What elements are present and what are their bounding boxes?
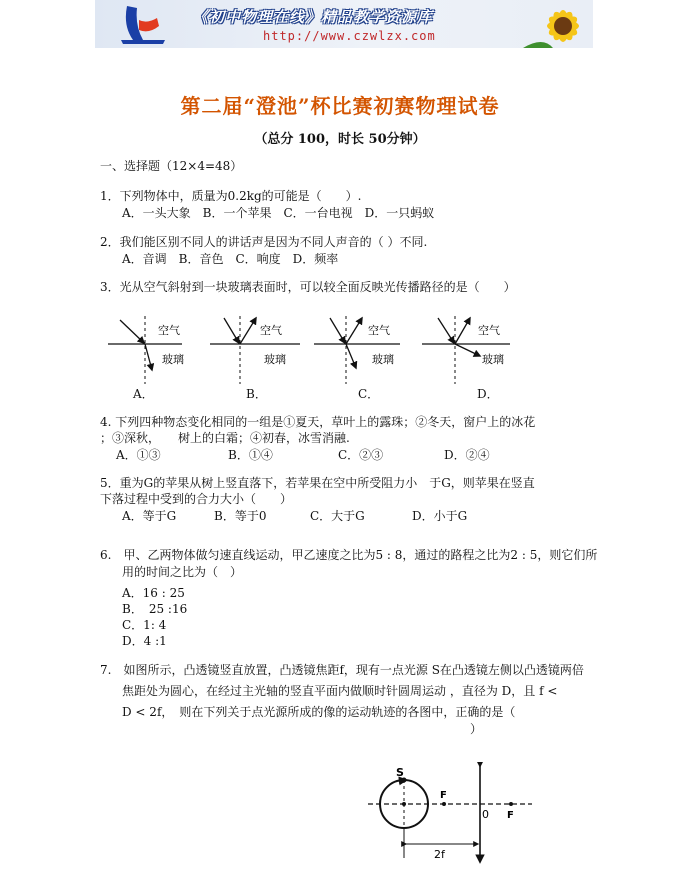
q3-label-a: A． (133, 387, 154, 401)
banner-url: http://www.czwlzx.com (263, 29, 436, 43)
banner-title: 《初中物理在线》精品教学资源库 (193, 8, 434, 26)
q7-lens-figure (364, 762, 544, 872)
q3-label-d: D． (477, 387, 499, 401)
q4-option-d: D．②④ (444, 448, 490, 462)
q3-air-c: 空气 (368, 324, 390, 337)
q6-line2: 用的时间之比为（ ） (122, 565, 243, 579)
q6-line1: 6. 甲、乙两物体做匀速直线运动，甲乙速度之比为5 : 8，通过的路程之比为2 : 5，则它们所 (100, 548, 598, 562)
q6-option-b: B． 25 :16 (122, 602, 188, 616)
q5-line1: 5．重为G的苹果从树上竖直落下，若苹果在空中所受阻力小 于G，则苹果在竖直 (100, 476, 535, 490)
q3-label-c: C． (358, 387, 380, 401)
q5-option-c: C．大于G (310, 509, 365, 523)
q7-label-f-left: F (440, 790, 447, 801)
q7-label-2f: 2f (434, 848, 445, 861)
q5-option-a: A．等于G (122, 509, 177, 523)
q2-options: A．音调 B．音色 C．响度 D．频率 (122, 252, 339, 266)
q7-line1: 7. 如图所示，凸透镜竖直放置，凸透镜焦距f，现有一点光源 S在凸透镜左侧以凸透镜两倍 (100, 663, 584, 677)
q3-air-b: 空气 (260, 324, 282, 337)
q7-label-s: S (396, 766, 404, 779)
q3-glass-d: 玻璃 (482, 353, 504, 366)
q5-line2: 下落过程中受到的合力大小（ ） (100, 492, 293, 506)
q4-option-b: B．①④ (228, 448, 273, 462)
q3-diagram-b (210, 316, 300, 384)
q5-option-b: B．等于0 (214, 509, 267, 523)
q7-label-o: 0 (482, 808, 489, 821)
q2-stem: 2．我们能区别不同人的讲话声是因为不同人声音的（ ）不同. (100, 235, 428, 249)
q5-option-d: D．小于G (412, 509, 468, 523)
q1-stem: 1．下列物体中，质量为0.2kg的可能是（ ）. (100, 189, 362, 203)
section-heading: 一、选择题（12×4=48） (100, 159, 243, 173)
q3-air-d: 空气 (478, 324, 500, 337)
q3-diagram-a (108, 316, 184, 384)
q3-diagram-c (314, 316, 400, 384)
q4-option-a: A．①③ (116, 448, 161, 462)
q7-line3: D < 2f， 则在下列关于点光源所成的像的运动轨迹的各图中，正确的是（ (122, 705, 516, 719)
q7-label-f-right: F (507, 810, 514, 821)
q4-line2: ；③深秋， 树上的白霜；④初春，冰雪消融. (100, 431, 350, 445)
q3-stem: 3．光从空气斜射到一块玻璃表面时，可以较全面反映光传播路径的是（ ） (100, 280, 516, 294)
q3-glass-a: 玻璃 (162, 353, 184, 366)
q4-option-c: C．②③ (338, 448, 384, 462)
header-banner (95, 0, 593, 48)
page-subtitle: （总分 100，时长 50分钟） (254, 132, 426, 147)
q6-option-c: C．1: 4 (122, 618, 167, 632)
q3-figure (100, 304, 620, 394)
logo-icon (113, 0, 173, 48)
sunflower-icon (523, 0, 593, 48)
page-title: 第二届“澄池”杯比赛初赛物理试卷 (180, 94, 500, 118)
q7-line2: 焦距处为圆心，在经过主光轴的竖直平面内做顺时针圆周运动 ，直径为 D，且 f < (122, 684, 558, 698)
q3-diagram-d (422, 316, 510, 384)
q1-options: A．一头大象 B．一个苹果 C．一台电视 D．一只蚂蚁 (122, 206, 435, 220)
q3-air-a: 空气 (158, 324, 180, 337)
q3-glass-b: 玻璃 (264, 353, 286, 366)
q3-glass-c: 玻璃 (372, 353, 394, 366)
q4-line1: 4. 下列四种物态变化相同的一组是①夏天，草叶上的露珠；②冬天，窗户上的冰花 (100, 415, 536, 429)
q6-option-d: D．4 :1 (122, 634, 167, 648)
q7-line4: ） (470, 722, 483, 736)
q6-option-a: A．16 : 25 (122, 586, 185, 600)
q3-label-b: B． (246, 387, 267, 401)
